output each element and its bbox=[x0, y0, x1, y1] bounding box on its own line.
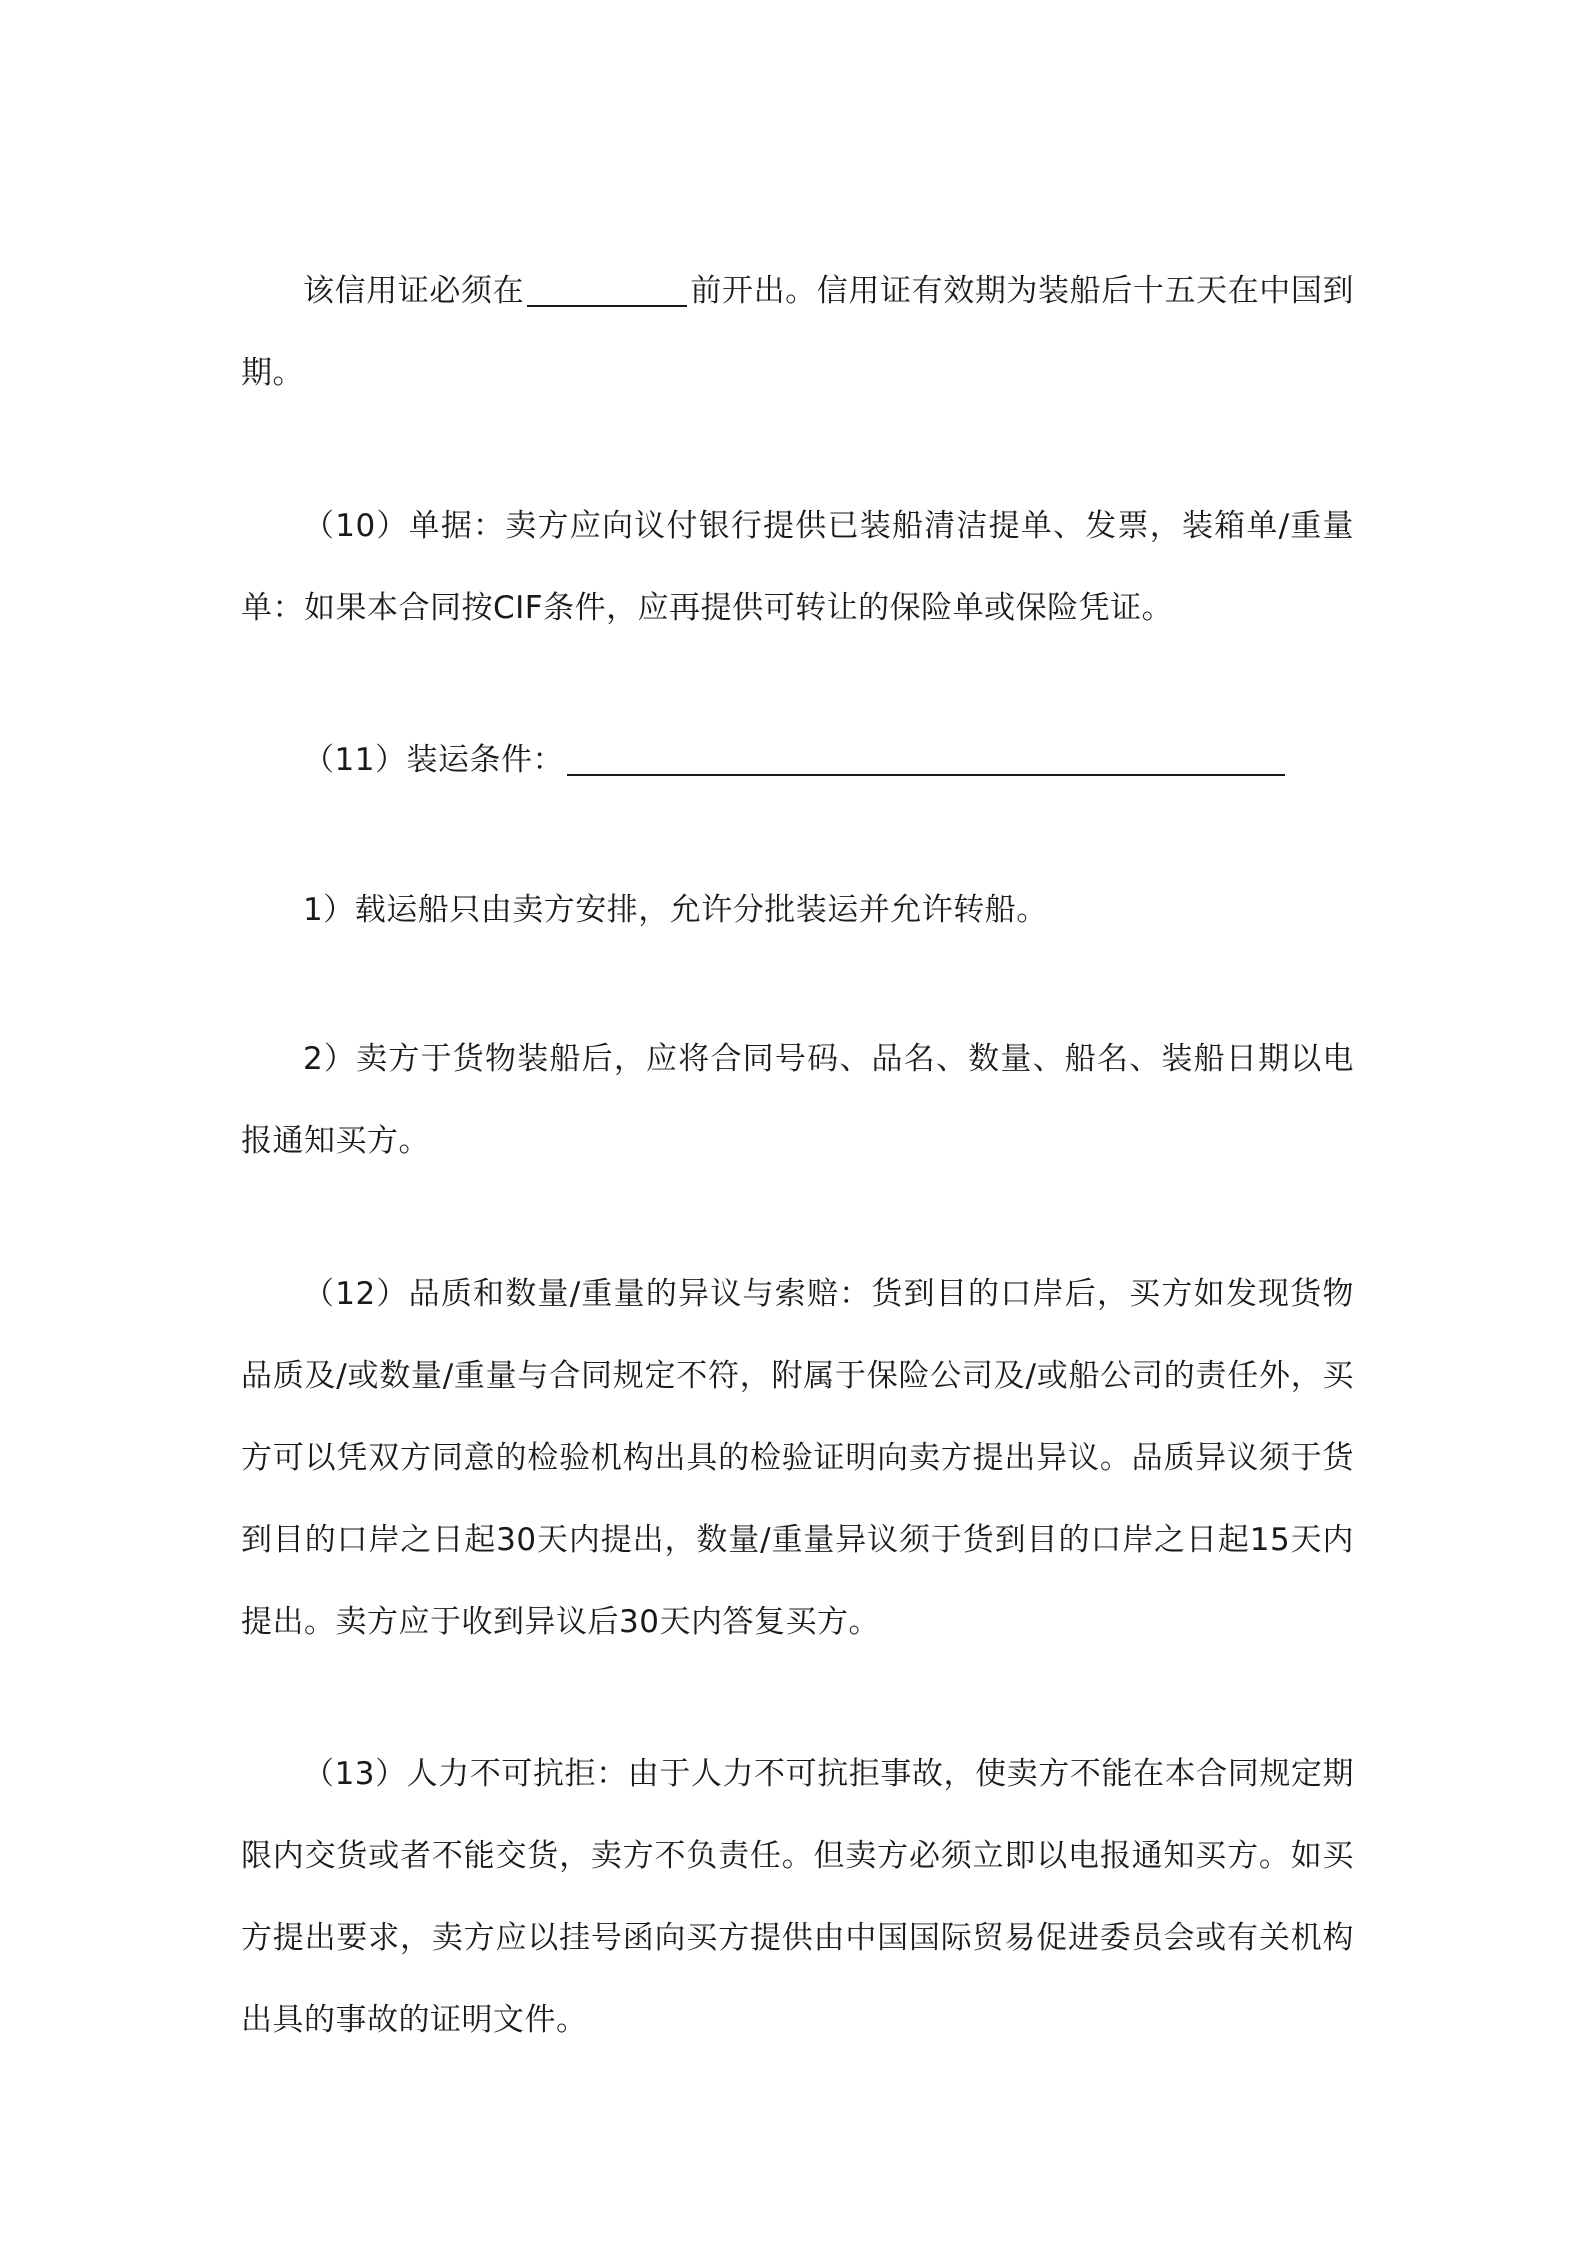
shipment-terms-blank bbox=[567, 736, 1285, 776]
paragraph-shipment-terms bbox=[241, 719, 1354, 801]
paragraph-force-majeure: （13）人力不可抗拒：由于人力不可抗拒事故，使卖方不能在本合同规定期限内交货或者不能交货，卖方不负责任。但卖方必须立即以电报通知买方。如买方提出要求，卖方应以挂号函向买方提供由中国国际贸易促进委员会或有关机构出具的事故的证明文件。 bbox=[241, 1756, 1354, 2038]
paragraph-quality-quantity-claims: （12）品质和数量/重量的异议与索赔：货到目的口岸后，买方如发现货物品质及/或数量/重量与合同规定不符，附属于保险公司及/或船公司的责任外，买方可以凭双方同意的检验机构出具的检验证明向卖方提出异议。品质异议须于货到目的口岸之日起30天内提出，数量/重量异议须于货到目的口岸之日起15天内提出。卖方应于收到异议后30天内答复买方。 bbox=[241, 1276, 1354, 1640]
paragraph-carrier-vessel: 1）载运船只由卖方安排，允许分批装运并允许转船。 bbox=[303, 892, 1048, 928]
lc-text-before-blank: 该信用证必须在 bbox=[303, 273, 525, 309]
paragraph-letter-of-credit bbox=[241, 250, 1354, 414]
lc-text-after-blank: 前开出。信用证有效期为装船后十五天在中国到期。 bbox=[241, 273, 1354, 391]
paragraph-shipping-notice: 2）卖方于货物装船后，应将合同号码、品名、数量、船名、装船日期以电报通知买方。 bbox=[241, 1041, 1354, 1159]
paragraph-documents: （10）单据：卖方应向议付银行提供已装船清洁提单、发票，装箱单/重量单：如果本合同按CIF条件，应再提供可转让的保险单或保险凭证。 bbox=[241, 508, 1354, 626]
lc-date-blank bbox=[527, 267, 687, 307]
shipment-terms-label: （11）装运条件： bbox=[303, 742, 564, 778]
